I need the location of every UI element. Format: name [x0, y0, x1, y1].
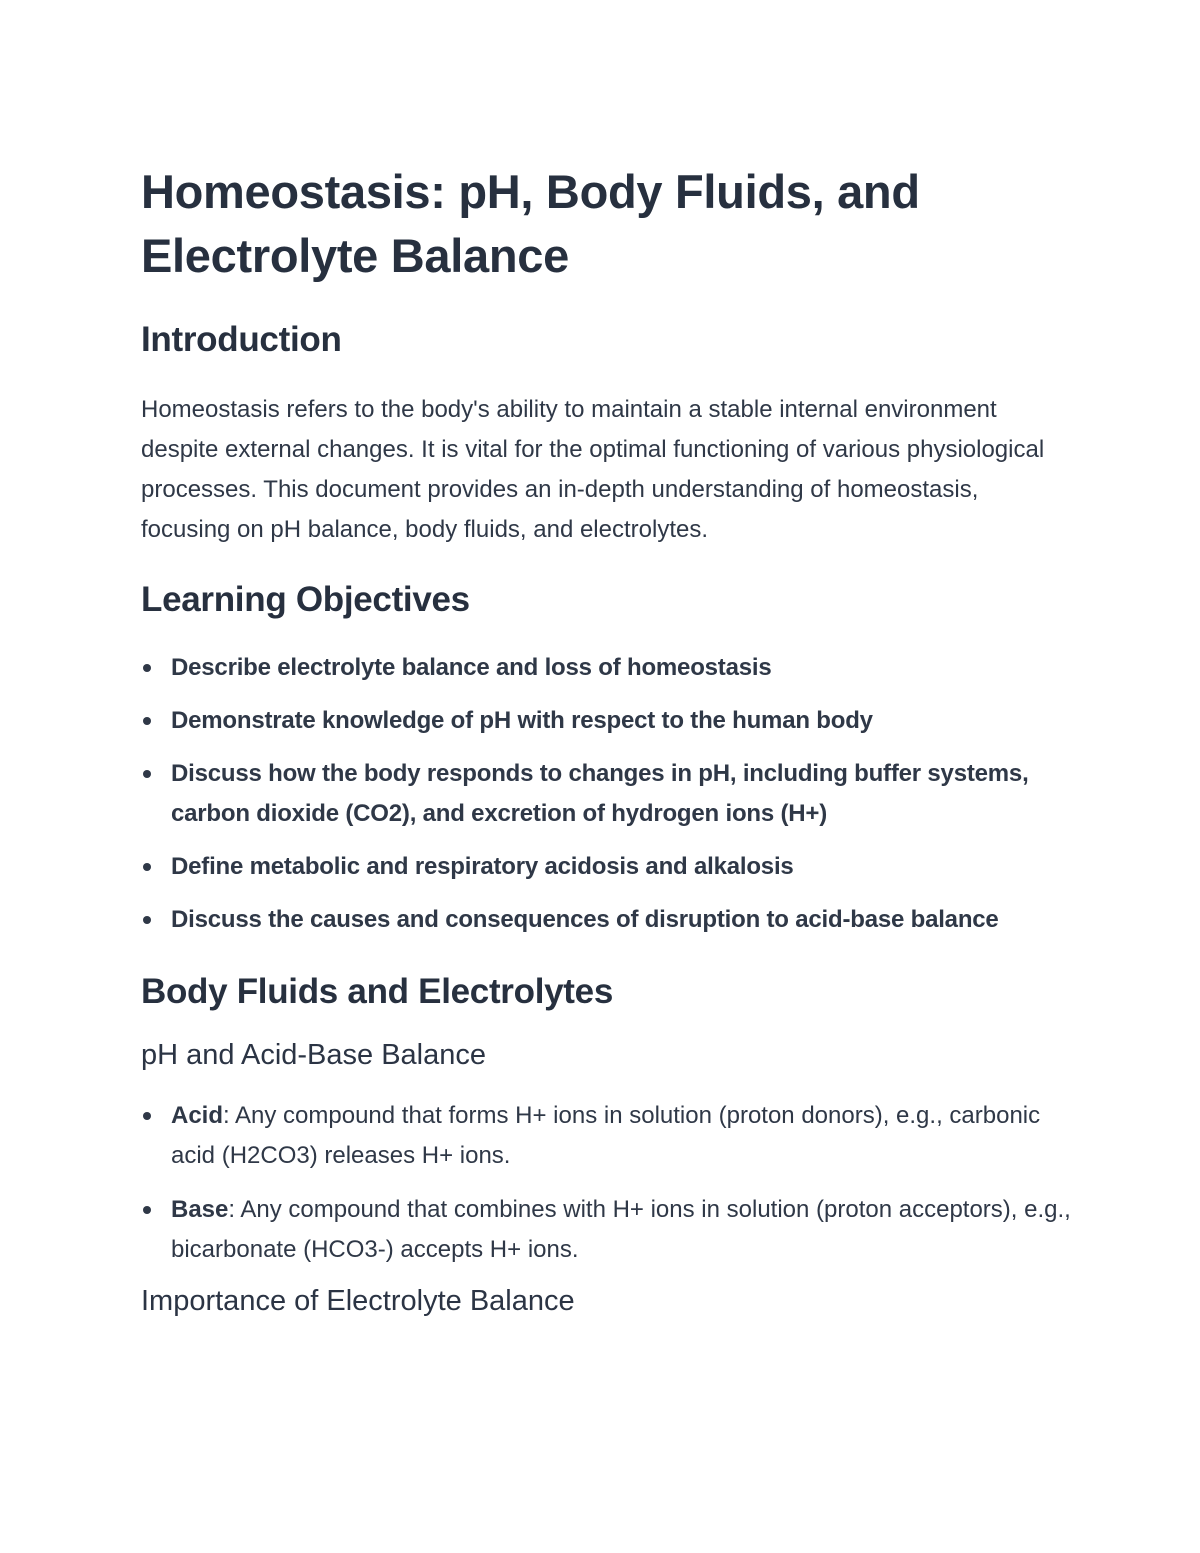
list-item: [141, 900, 1071, 940]
acid-base-definitions-list: [141, 1096, 1071, 1270]
electrolyte-importance-subheading: Importance of Electrolyte Balance: [141, 1285, 575, 1317]
bullet-icon: [143, 1206, 151, 1214]
bullet-icon: [143, 717, 151, 725]
definition-term: Base: [171, 1196, 229, 1223]
objective-text: Discuss the causes and consequences of disruption to acid-base balance: [171, 906, 999, 933]
list-item: [141, 648, 1071, 688]
objective-text: Define metabolic and respiratory acidosis and alkalosis: [171, 853, 794, 880]
list-item: [141, 754, 1071, 834]
bullet-icon: [143, 664, 151, 672]
body-fluids-heading: Body Fluids and Electrolytes: [141, 972, 613, 1011]
definition-text: : Any compound that forms H+ ions in solution (proton donors), e.g., carbonic acid (H2CO3) releases H+ ions.: [171, 1102, 1041, 1169]
document-page: [141, 160, 1071, 1320]
bullet-icon: [143, 770, 151, 778]
introduction-heading: Introduction: [141, 320, 342, 359]
definition-text: : Any compound that combines with H+ ions in solution (proton acceptors), e.g., bicarbonate (HCO3-) accepts H+ ions.: [171, 1196, 1071, 1263]
list-item: [141, 701, 1071, 741]
ph-balance-subheading: pH and Acid-Base Balance: [141, 1039, 486, 1071]
bullet-icon: [143, 1112, 151, 1120]
list-item: [141, 1096, 1071, 1176]
learning-objectives-list: [141, 648, 1071, 940]
introduction-paragraph: Homeostasis refers to the body's ability to maintain a stable internal environment despite external changes. It is vital for the optimal functioning of various physiological processes. This document provides an in-depth understanding of homeostasis, focusing on pH balance, body fluids, and electrolytes.: [141, 396, 1045, 543]
objective-text: Describe electrolyte balance and loss of homeostasis: [171, 654, 772, 681]
learning-objectives-heading: Learning Objectives: [141, 580, 470, 619]
definition-term: Acid: [171, 1102, 224, 1129]
bullet-icon: [143, 863, 151, 871]
list-item: [141, 1190, 1071, 1270]
objective-text: Demonstrate knowledge of pH with respect to the human body: [171, 707, 873, 734]
objective-text: Discuss how the body responds to changes in pH, including buffer systems, carbon dioxide (CO2), and excretion of hydrogen ions (H+): [171, 760, 1029, 827]
list-item: [141, 847, 1071, 887]
document-title: Homeostasis: pH, Body Fluids, and Electrolyte Balance: [141, 165, 920, 282]
bullet-icon: [143, 916, 151, 924]
